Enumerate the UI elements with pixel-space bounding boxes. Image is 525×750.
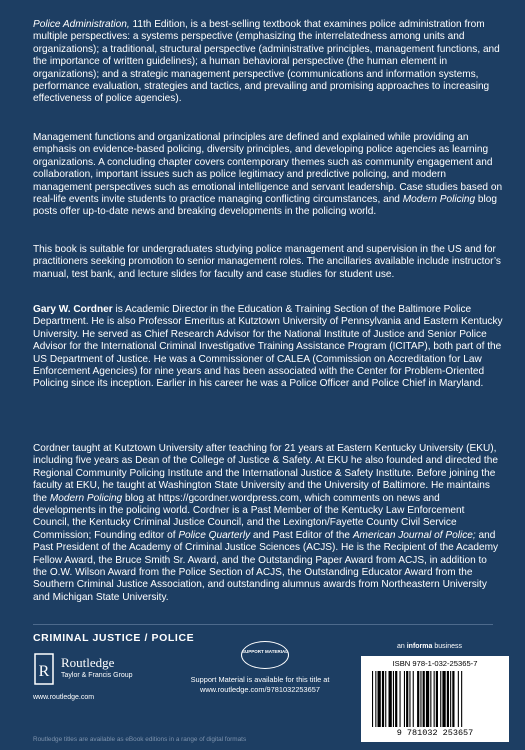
barcode (361, 656, 509, 742)
informa-brand: informa (406, 643, 433, 650)
author-name: Gary W. Cordner (33, 304, 113, 315)
publisher-logo (33, 652, 163, 704)
description-paragraph-2 (33, 132, 503, 219)
ebook-footer: Routledge titles are available as eBook editions in a range of digital formats (33, 736, 247, 743)
description-text: Management functions and organizational principles are defined and explained while providing an emphasis on evidence-based policing, diversity principles, and developing police agencies as learning organizations. A concluding chapter covers contemporary themes such as community engagement and collaboration, important issues such as police legitimacy and predictive policing, and modern management perspectives such as emotional intelligence and servant leadership. Case studies based on real-life events invite students to practice managing conflicting circumstances, and (33, 132, 503, 206)
author-bio-1 (33, 304, 503, 391)
description-text: 11th Edition, is a best-selling textbook that examines police administration from multiple perspectives: a systems perspective (emphasizing the interrelatedness among units and organizations); a traditional, structural perspective (administrative principles, management functions, and the importance of written guidelines); a human behavioral perspective (the human element in organizations); and a strategic management perspective (communications and information systems, performance evaluation, strategies and tactics, and prevailing and promising approaches to increasing effectiveness of police agencies). (33, 19, 500, 105)
divider (33, 624, 493, 625)
description-paragraph-3: This book is suitable for undergraduates studying police management and supervision in the US and for practitioners seeking promotion to senior management roles. The ancillaries available include instructor’s manual, test bank, and lecture slides for faculty and case studies for student use. (33, 244, 501, 280)
blog-name: Modern Policing (402, 194, 476, 206)
barcode-bars-icon (372, 671, 498, 727)
routledge-logo-icon (33, 652, 55, 694)
barcode-number: 9 781032 253657 (396, 728, 474, 738)
author-bio-text: is Academic Director in the Education & Training Section of the Baltimore Police Department. He is also Professor Emeritus at Kutztown University of Pennsylvania and Eastern Kentucky University. He served as Chief Research Advisor for the National Institute of Justice and Senior Police Advisor for the International Criminal Investigative Training Assistance Program (ICITAP), both part of the US Department of Justice. He was a Commissioner of CALEA (Commission on Accreditation for Law Enforcement Agencies) for nine years and has been associated with the Center for Problem-Oriented Policing since its inception. Earlier in his career he was a Police Officer and Police Chief in Maryland. (33, 304, 503, 390)
isbn-label: ISBN 978-1-032-25365-7 (392, 659, 478, 668)
support-material-text (175, 675, 345, 695)
publisher-name: Routledge (61, 655, 115, 670)
support-line-1: Support Material is available for this title at (190, 675, 330, 684)
badge-label: SUPPORT MATERIAL (242, 649, 288, 654)
author-bio-2: Cordner taught at Kutztown University after teaching for 21 years at Eastern Kentucky University (EKU), including five years as Dean of the College of Justice & Safety. At EKU he also founded and directed the Regional Community Policing Institute and the International Justice & Safety Institute. Before joining the faculty at EKU, he taught at Washington State University and the University of Baltimore. He maintains the Modern Policing blog at https://gcordner.wordpress.com, which comments on news and developments in the policing world. Cordner is a Past Member of the Kentucky Law Enforcement Council, the Kentucky Criminal Justice Council, and the Lexington/Fayette County Civil Service Commission; Founding editor of Police Quarterly and Past Editor of the American Journal of Police; and Past President of the Academy of Criminal Justice Sciences (ACJS). He is the Recipient of the Academy Fellow Award, the Bruce Smith Sr. Award, and the Outstanding Paper Award from ACJS, in addition to the O.W. Wilson Award from the Police Section of ACJS, the Outstanding Educator Award from the Southern Criminal Justice Association, and outstanding alumnus awards from Northeastern University and Michigan State University. (33, 443, 499, 603)
publisher-url: www.routledge.com (33, 694, 95, 701)
logo-mark-text: R (38, 663, 50, 680)
subject-category: CRIMINAL JUSTICE / POLICE (33, 632, 195, 644)
support-material-badge (241, 641, 289, 669)
description-paragraph-1 (33, 19, 503, 106)
description-text: blog posts offer up-to-date news and breaking developments in the policing world. (33, 194, 498, 218)
informa-business: an informa business (397, 643, 462, 650)
publisher-group: Taylor & Francis Group (61, 672, 133, 679)
support-url: www.routledge.com/9781032253657 (200, 685, 320, 694)
book-title: Police Administration, (33, 19, 130, 30)
